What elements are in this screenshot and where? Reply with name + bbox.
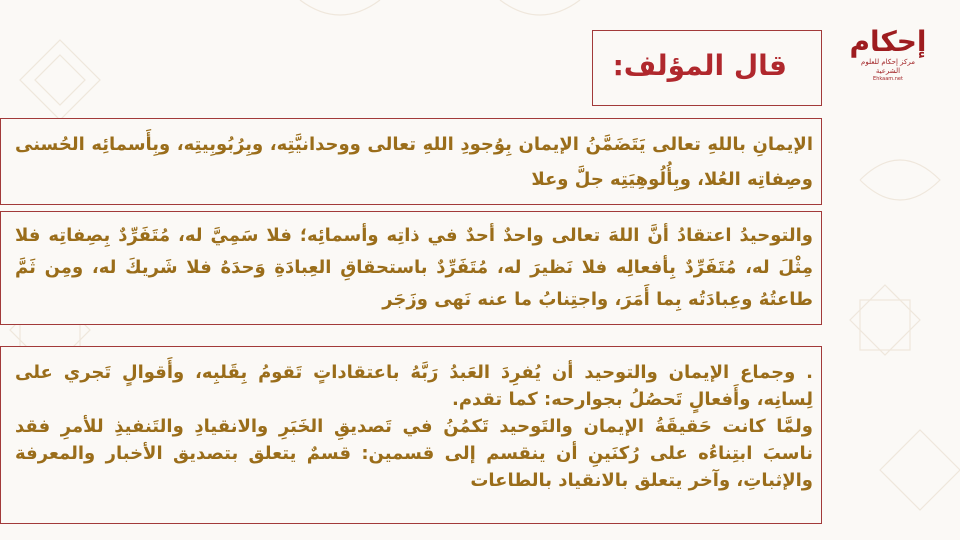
- paragraph-faith: الإيمانِ باللهِ تعالى يَتَضَمَّنُ الإيمان بِوُجودِ اللهِ تعالى ووحدانيَّتِه، وبِرُبُوبِيتِه، وبِأَسمائِه الحُسنى وصِفاتِه العُلا، وبِأُلُوهِيَتِه جلَّ وعلا: [15, 134, 813, 190]
- paragraph-summary: . وجماع الإيمان والتوحيد أن يُفرِدَ العَبدُ رَبَّهُ باعتقاداتٍ تَقومُ بِقَلبِه، وأَقوالٍ تَجري على لِسانِه، وأَفعالٍ تَحصُلُ بجوارحه: كما تقدم.: [15, 362, 813, 410]
- logo-subtitle: مركز إحكام للعلوم الشرعية: [861, 58, 915, 75]
- logo-website: Ehkaam.net: [873, 76, 903, 82]
- text-box-summary: [0, 346, 822, 524]
- paragraph-tawhid: والتوحيدُ اعتقادُ أنَّ اللهَ تعالى واحدٌ أحدٌ في ذاتِه وأسمائِه؛ فلا سَمِيَّ له، مُتَفَرِّدٌ بِصِفاتِه فلا مِثْلَ له، مُتَفَرِّدٌ بِأفعالِه فلا نَظيرَ له، مُتَفَرِّدٌ باستحقاقِ العِبادَةِ وَحدَهُ فلا شَريكَ له، ومِن ثَمَّ طاعتُهُ وعِبادَتُه بِما أَمَرَ، واجتِنابُ ما عنه نَهى وزَجَر: [15, 225, 813, 310]
- paragraph-divisions: ولمَّا كانت حَقيقَةُ الإيمان والتَوحيد تَكمُنُ في تَصديقِ الخَبَرِ والانقيادِ والتَنفيذِ للأمرِ فقد ناسبَ ابتِناءُه على رُكنَينِ أن ينقسم إلى قسمين: قسمٌ يتعلق بتصديق الأخبار والمعرفة والإثباتِ، وآخر يتعلق بالانقياد بالطاعات: [15, 416, 813, 491]
- text-box-tawhid: [0, 211, 822, 325]
- logo-mark: إحكام: [849, 25, 927, 58]
- text-box-faith: [0, 118, 822, 205]
- brand-logo: [848, 26, 928, 96]
- slide-title: قال المؤلف:: [612, 49, 787, 82]
- title-box: [592, 30, 822, 106]
